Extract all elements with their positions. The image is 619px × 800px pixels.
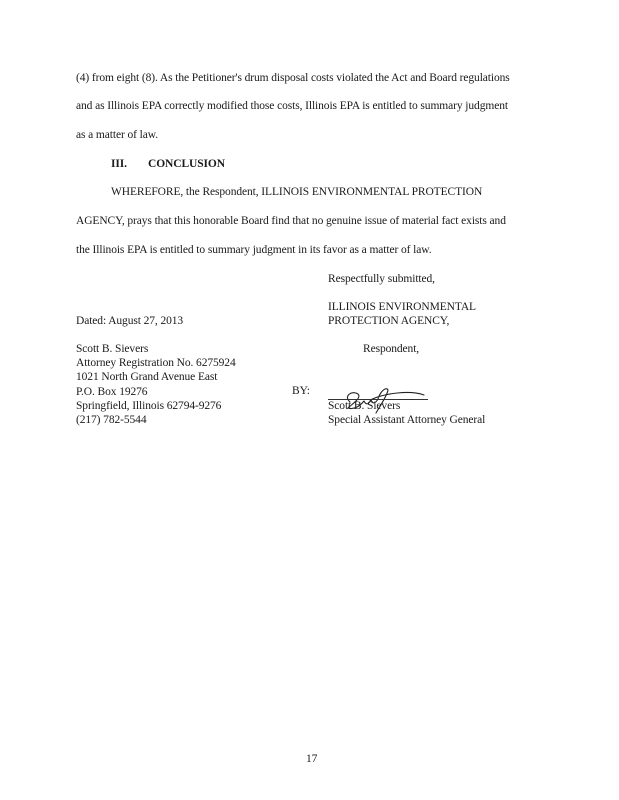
- conclusion-line-3: the Illinois EPA is entitled to summary judgment in its favor as a matter of law.: [76, 244, 432, 256]
- agency-line-1: ILLINOIS ENVIRONMENTAL: [328, 301, 476, 313]
- respondent-role: Respondent,: [363, 343, 420, 355]
- attorney-phone: (217) 782-5544: [76, 414, 147, 426]
- signer-title: Special Assistant Attorney General: [328, 414, 486, 426]
- conclusion-line-2: AGENCY, prays that this honorable Board find that no genuine issue of material fact exists and: [76, 215, 506, 227]
- attorney-city: Springfield, Illinois 62794-9276: [76, 400, 222, 412]
- body-line-2: and as Illinois EPA correctly modified those costs, Illinois EPA is entitled to summary judgment: [76, 100, 508, 112]
- attorney-street: 1021 North Grand Avenue East: [76, 371, 218, 383]
- attorney-name: Scott B. Sievers: [76, 343, 149, 355]
- conclusion-line-1: WHEREFORE, the Respondent, ILLINOIS ENVIRONMENTAL PROTECTION: [111, 186, 483, 198]
- body-line-1: (4) from eight (8). As the Petitioner's drum disposal costs violated the Act and Board regulations: [76, 72, 510, 84]
- attorney-po-box: P.O. Box 19276: [76, 386, 148, 398]
- signer-name: Scott B. Sievers: [328, 400, 401, 412]
- body-line-3: as a matter of law.: [76, 129, 158, 141]
- section-heading: CONCLUSION: [148, 158, 225, 170]
- by-label: BY:: [292, 385, 310, 397]
- dated: Dated: August 27, 2013: [76, 315, 184, 327]
- page-number: 17: [306, 753, 318, 765]
- agency-line-2: PROTECTION AGENCY,: [328, 315, 450, 327]
- closing: Respectfully submitted,: [328, 273, 435, 285]
- section-number: III.: [111, 158, 127, 170]
- attorney-registration: Attorney Registration No. 6275924: [76, 357, 236, 369]
